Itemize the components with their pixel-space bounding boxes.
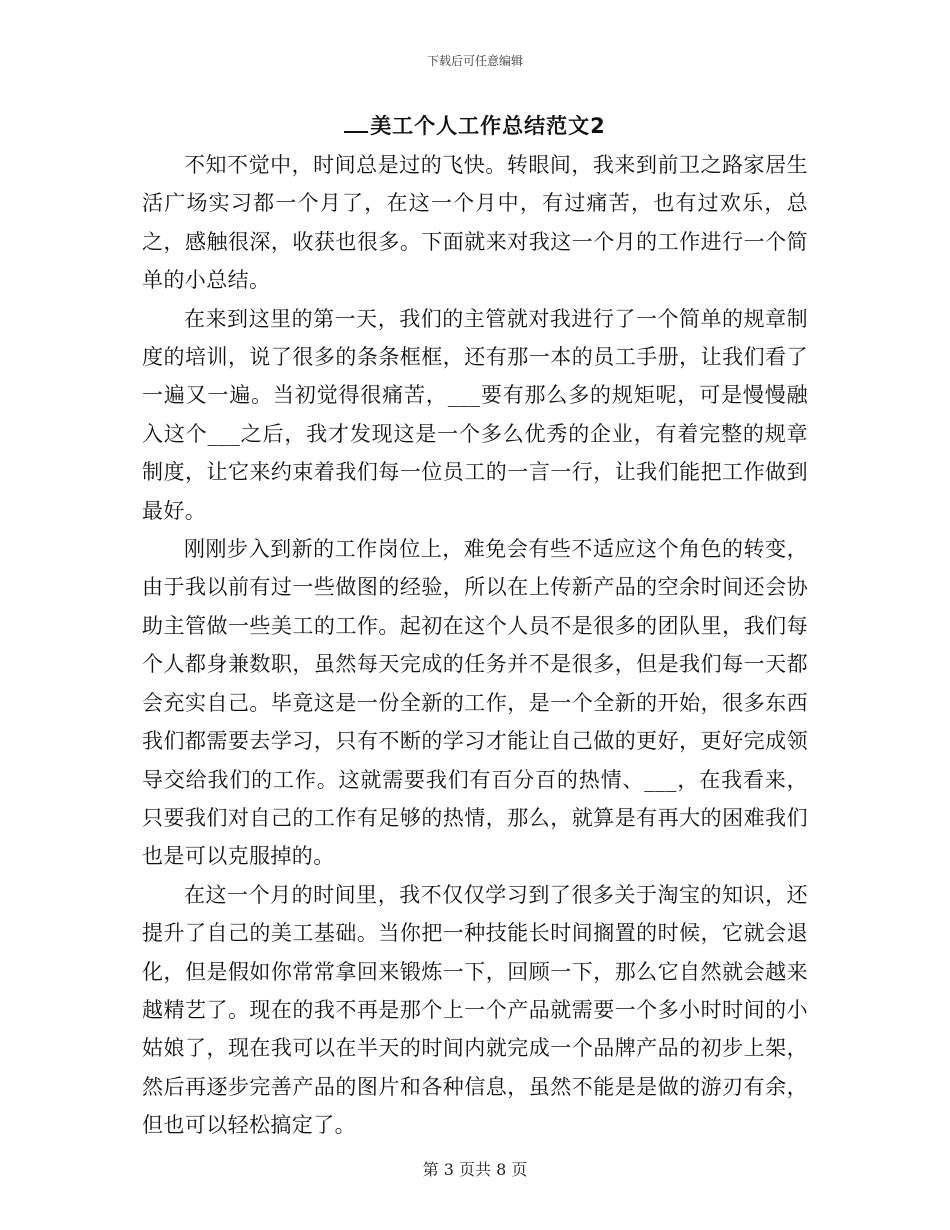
paragraph-2: 在来到这里的第一天，我们的主管就对我进行了一个简单的规章制度的培训，说了很多的条条框框，还有那一本的员工手册，让我们看了一遍又一遍。当初觉得很痛苦，___要有那么多的规矩呢，可是慢慢融入这个___之后，我才发现这是一个多么优秀的企业，有着完整的规章制度，让它来约束着我们每一位员工的一言一行，让我们能把工作做到最好。 [142, 306, 808, 523]
paragraph-4: 在这一个月的时间里，我不仅仅学习到了很多关于淘宝的知识，还提升了自己的美工基础。当你把一种技能长时间搁置的时候，它就会退化，但是假如你常常拿回来锻炼一下，回顾一下，那么它自然就会越来越精艺了。现在的我不再是那个上一个产品就需要一个多小时时间的小姑娘了，现在我可以在半天的时间内就完成一个品牌产品的初步上架，然后再逐步完善产品的图片和各种信息，虽然不能是是做的游刃有余，但也可以轻松搞定了。 [142, 882, 808, 1138]
document-title-line [0, 110, 950, 142]
page-header: 下载后可任意编辑 [426, 54, 523, 68]
document-title: 美工个人工作总结范文2 [370, 114, 606, 138]
document-body [142, 146, 808, 1145]
paragraph-1: 不知不觉中，时间总是过的飞快。转眼间，我来到前卫之路家居生活广场实习都一个月了，在这一个月中，有过痛苦，也有过欢乐，总之，感触很深，收获也很多。下面就来对我这一个月的工作进行一个简单的小总结。 [142, 153, 808, 293]
title-blank-underline [344, 113, 368, 133]
page-number-footer: 第 3 页共 8 页 [422, 1160, 528, 1179]
paragraph-3: 刚刚步入到新的工作岗位上，难免会有些不适应这个角色的转变，由于我以前有过一些做图的经验，所以在上传新产品的空余时间还会协助主管做一些美工的工作。起初在这个人员不是很多的团队里，我们每个人都身兼数职，虽然每天完成的任务并不是很多，但是我们每一天都会充实自己。毕竟这是一份全新的工作，是一个全新的开始，很多东西我们都需要去学习，只有不断的学习才能让自己做的更好，更好完成领导交给我们的工作。这就需要我们有百分百的热情、___，在我看来，只要我们对自己的工作有足够的热情，那么，就算是有再大的困难我们也是可以克服掉的。 [142, 537, 808, 869]
